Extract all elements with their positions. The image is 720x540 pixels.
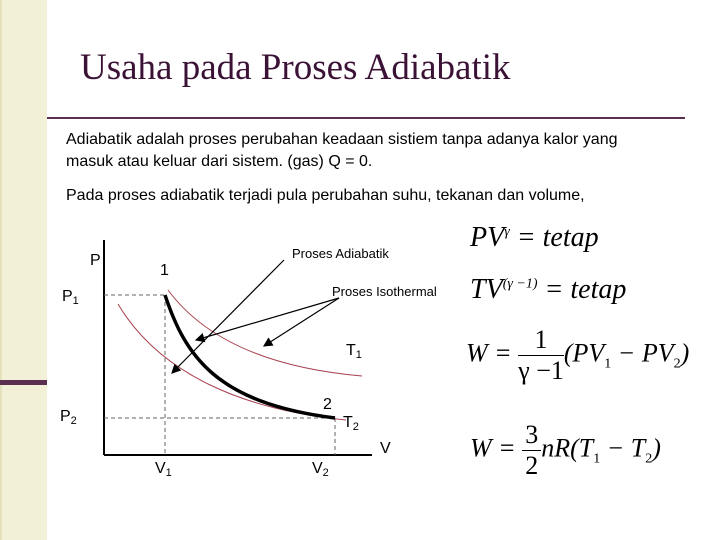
slide-title: Usaha pada Proses Adiabatik (80, 47, 511, 88)
equation-pv-gamma: $PV^\gamma$ = tetap (470, 222, 599, 253)
t2-label: $T_2$ (343, 414, 359, 433)
axis-v-label: V (380, 440, 391, 457)
p2-label: $P_2$ (60, 408, 77, 427)
state-2-label: 2 (323, 396, 332, 413)
equation-work-adiabatic: W = $\frac{1}{\gamma -1}$ $(PV_1 - PV_2)$ (466, 325, 690, 385)
arrow-adiabatic (172, 260, 284, 373)
isotherm-t1 (168, 290, 362, 376)
arrow-isothermal-1 (196, 298, 339, 340)
equation-tv-gamma: $TV^{(\gamma -1)}$ = tetap (470, 274, 627, 305)
state-1-label: 1 (160, 262, 169, 279)
p1-label: $P_1$ (62, 288, 79, 307)
v1-label: $V_1$ (155, 460, 172, 479)
isothermal-process-label: Proses Isothermal (332, 284, 437, 299)
arrow-isothermal-2 (264, 298, 339, 346)
adiabat-curve (165, 295, 335, 418)
v2-label: $V_2$ (312, 460, 329, 479)
definition-paragraph: Adiabatik adalah proses perubahan keadaan sistiem tanpa adanya kalor yang masuk atau keluar dari sistem. (gas) Q = 0. (66, 131, 618, 170)
process-paragraph: Pada proses adiabatik terjadi pula perubahan suhu, tekanan dan volume, (66, 187, 585, 204)
isotherm-t2 (118, 304, 346, 420)
axis-p-label: P (90, 252, 101, 269)
adiabatic-process-label: Proses Adiabatik (292, 246, 389, 261)
equation-work-temperature: W = $\frac{3}{2}$ $nR(T_1 - T_2)$ (470, 420, 661, 480)
t1-label: $T_1$ (346, 342, 362, 361)
